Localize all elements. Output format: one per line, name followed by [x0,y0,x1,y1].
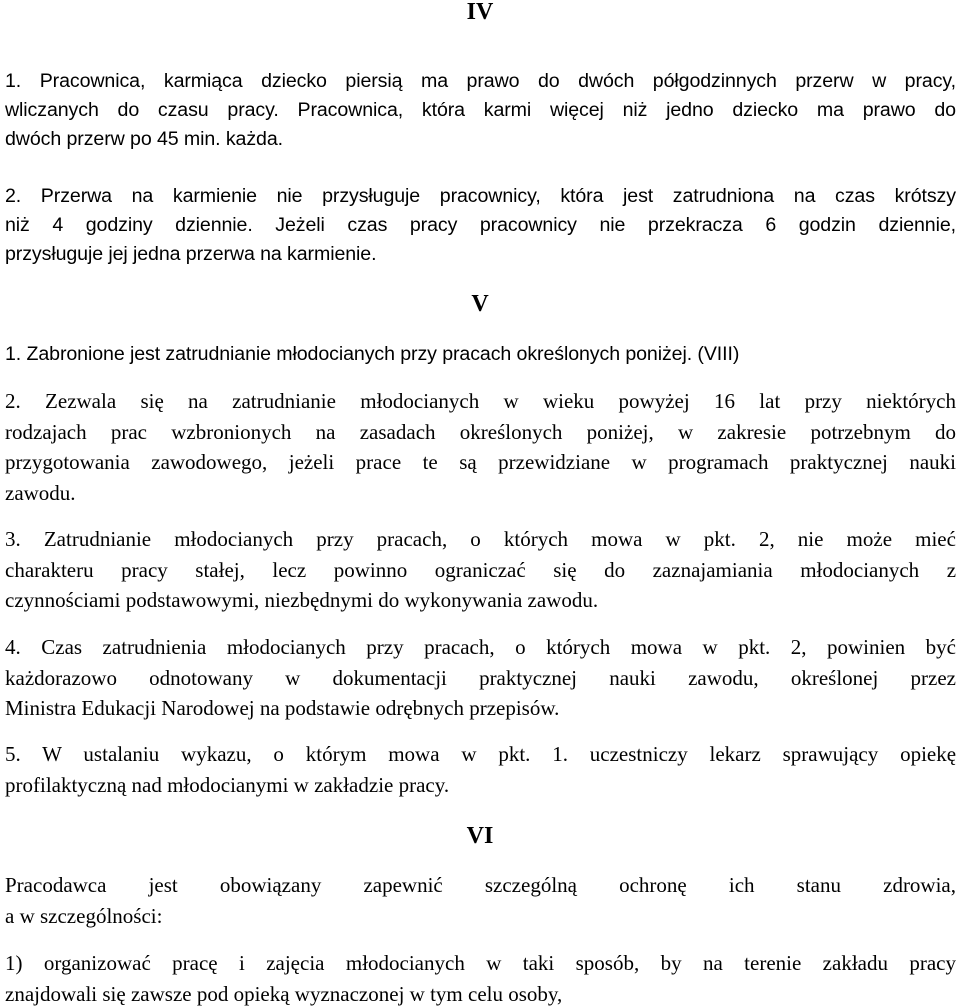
paragraph-line: wliczanych do czasu pracy. Pracownica, która karmi więcej niż jedno dziecko ma prawo do [5,99,956,121]
paragraph-line: Ministra Edukacji Narodowej na podstawie odrębnych przepisów. [5,696,560,720]
section-v-paragraph-3 [5,524,956,616]
section-iv-paragraph-2 [5,182,956,269]
section-vi-paragraph-2 [5,948,956,1008]
section-v-paragraph-5 [5,739,956,800]
paragraph-line: 3. Zatrudnianie młodocianych przy pracach, o których mowa w pkt. 2, nie może mieć [5,527,956,551]
paragraph-line: 2. Przerwa na karmienie nie przysługuje pracownicy, która jest zatrudniona na czas krótszy [5,185,956,207]
paragraph-line: dwóch przerw po 45 min. każda. [5,128,283,150]
section-v-paragraph-4 [5,632,956,724]
paragraph-line: czynnościami podstawowymi, niezbędnymi do wykonywania zawodu. [5,588,599,612]
paragraph-line: niż 4 godziny dziennie. Jeżeli czas pracy pracownicy nie przekracza 6 godzin dziennie, [5,214,956,236]
paragraph-line: przysługuje jej jedna przerwa na karmienie. [5,243,377,265]
paragraph-line: znajdowali się zawsze pod opieką wyznaczonej w tym celu osoby, [5,981,563,1006]
section-v-paragraph-2 [5,386,956,508]
paragraph-line: profilaktyczną nad młodocianymi w zakładzie pracy. [5,772,450,797]
paragraph-line: rodzajach prac wzbronionych na zasadach określonych poniżej, w zakresie potrzebnym do [5,419,957,444]
paragraph-line: 5. W ustalaniu wykazu, o którym mowa w pkt. 1. uczestniczy lekarz sprawujący opiekę [5,742,957,766]
paragraph-line: charakteru pracy stałej, lecz powinno ograniczać się do zaznajamiania młodocianych z [5,557,957,582]
section-v-heading: V [471,291,489,317]
section-vi-paragraph-1 [5,870,956,931]
paragraph-line: 1. Zabronione jest zatrudnianie młodocianych przy pracach określonych poniżej. (VIII) [5,343,740,365]
paragraph-line: a w szczególności: [5,903,163,928]
section-iv-paragraph-1 [5,67,956,154]
section-v-paragraph-1 [5,340,956,369]
paragraph-line: 2. Zezwala się na zatrudnianie młodocianych w wieku powyżej 16 lat przy niektórych [5,389,956,413]
section-vi-heading: VI [466,823,494,849]
paragraph-line: 1. Pracownica, karmiąca dziecko piersią ma prawo do dwóch półgodzinnych przerw w pracy, [5,70,956,92]
paragraph-line: każdorazowo odnotowany w dokumentacji praktycznej nauki zawodu, określonej przez [5,665,956,690]
paragraph-line: przygotowania zawodowego, jeżeli prace te są przewidziane w programach praktycznej nauki [5,450,956,474]
paragraph-line: Pracodawca jest obowiązany zapewnić szczególną ochronę ich stanu zdrowia, [5,873,957,897]
paragraph-line: 1) organizować pracę i zajęcia młodocianych w taki sposób, by na terenie zakładu pracy [5,951,956,975]
paragraph-line: zawodu. [5,480,76,505]
paragraph-line: 4. Czas zatrudnienia młodocianych przy pracach, o których mowa w pkt. 2, powinien być [5,635,956,659]
section-iv-heading: IV [466,0,494,25]
